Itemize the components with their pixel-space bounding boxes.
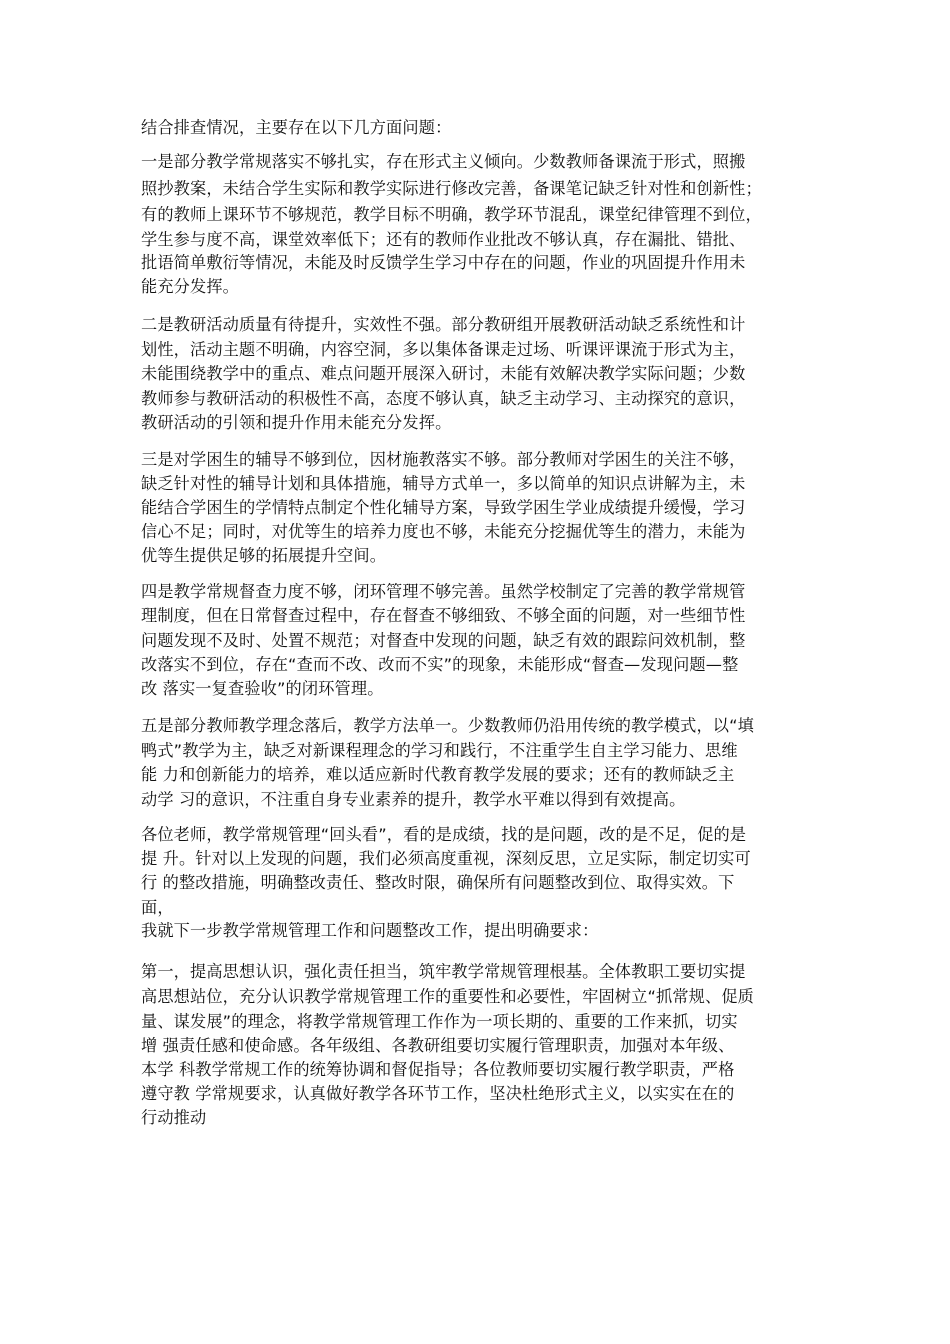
requirement1-line-2: 高思想站位，充分认识教学常规管理工作的重要性和必要性，牢固树立“抓常规、促质: [141, 987, 755, 1006]
issue2-line-2: 划性，活动主题不明确，内容空洞，多以集体备课走过场、听课评课流于形式为主，: [141, 340, 746, 359]
intro-line: 结合排查情况，主要存在以下几方面问题：: [141, 118, 452, 137]
issue2-line-3: 未能围绕教学中的重点、难点问题开展深入研讨，未能有效解决教学实际问题；少数: [141, 364, 746, 383]
issue1-line-6: 能充分发挥。: [141, 277, 240, 296]
issue1-line-5: 批语简单敷衍等情况，未能及时反馈学生学习中存在的问题，作业的巩固提升作用未: [141, 253, 746, 272]
issue1-line-4: 学生参与度不高，课堂效率低下；还有的教师作业批改不够认真，存在漏批、错批、: [141, 230, 746, 249]
issue1-line-3: 有的教师上课环节不够规范，教学目标不明确，教学环节混乱，课堂纪律管理不到位，: [141, 205, 762, 224]
issue3-line-4: 信心不足；同时，对优等生的培养力度也不够，未能充分挖掘优等生的潜力，未能为: [141, 522, 746, 541]
requirement1-line-7: 行动推动: [141, 1108, 207, 1127]
transition-line-3: 行 的整改措施，明确整改责任、整改时限，确保所有问题整改到位、取得实效。下: [141, 873, 735, 892]
issue4-line-3: 问题发现不及时、处置不规范；对督查中发现的问题，缺乏有效的跟踪问效机制，整: [141, 631, 746, 650]
issue5-line-4: 动学 习的意识，不注重自身专业素养的提升，教学水平难以得到有效提高。: [141, 790, 686, 809]
issue1-line-1: 一是部分教学常规落实不够扎实，存在形式主义倾向。少数教师备课流于形式，照搬: [141, 152, 746, 171]
issue3-line-1: 三是对学困生的辅导不够到位，因材施教落实不够。部分教师对学困生的关注不够，: [141, 450, 746, 469]
requirement1-line-1: 第一，提高思想认识，强化责任担当，筑牢教学常规管理根基。全体教职工要切实提: [141, 962, 746, 981]
issue5-line-1: 五是部分教师教学理念落后，教学方法单一。少数教师仍沿用传统的教学模式，以“填: [141, 716, 755, 735]
issue4-line-1: 四是教学常规督查力度不够，闭环管理不够完善。虽然学校制定了完善的教学常规管: [141, 582, 746, 601]
issue1-line-2: 照抄教案，未结合学生实际和教学实际进行修改完善，备课笔记缺乏针对性和创新性；: [141, 179, 762, 198]
issue3-line-3: 能结合学困生的学情特点制定个性化辅导方案，导致学困生学业成绩提升缓慢，学习: [141, 498, 746, 517]
issue5-line-2: 鸭式”教学为主，缺乏对新课程理念的学习和践行，不注重学生自主学习能力、思维: [141, 741, 738, 760]
transition-line-2: 提 升。针对以上发现的问题，我们必须高度重视，深刻反思，立足实际，制定切实可: [141, 849, 751, 868]
issue2-line-5: 教研活动的引领和提升作用未能充分发挥。: [141, 413, 452, 432]
issue2-line-4: 教师参与教研活动的积极性不高，态度不够认真，缺乏主动学习、主动探究的意识，: [141, 389, 746, 408]
issue4-line-5: 改 落实一复查验收”的闭环管理。: [141, 679, 384, 698]
issue4-line-4: 改落实不到位，存在“查而不改、改而不实”的现象，未能形成“督查—发现问题—整: [141, 655, 739, 674]
transition-line-1: 各位老师，教学常规管理“回头看”，看的是成绩，找的是问题，改的是不足，促的是: [141, 825, 747, 844]
issue4-line-2: 理制度，但在日常督查过程中，存在督查不够细致、不够全面的问题，对一些细节性: [141, 606, 746, 625]
transition-line-4: 面，: [141, 898, 174, 917]
issue3-line-2: 缺乏针对性的辅导计划和具体措施，辅导方式单一，多以简单的知识点讲解为主，未: [141, 474, 746, 493]
issue3-line-5: 优等生提供足够的拓展提升空间。: [141, 546, 387, 565]
requirement1-line-6: 遵守教 学常规要求，认真做好教学各环节工作，坚决杜绝形式主义，以实实在在的: [141, 1084, 735, 1103]
issue2-line-1: 二是教研活动质量有待提升，实效性不强。部分教研组开展教研活动缺乏系统性和计: [141, 315, 746, 334]
transition-line-5: 我就下一步教学常规管理工作和问题整改工作，提出明确要求：: [141, 921, 599, 940]
issue5-line-3: 能 力和创新能力的培养，难以适应新时代教育教学发展的要求；还有的教师缺乏主: [141, 765, 735, 784]
requirement1-line-4: 增 强责任感和使命感。各年级组、各教研组要切实履行管理职责，加强对本年级、: [141, 1036, 735, 1055]
requirement1-line-3: 量、谋发展”的理念，将教学常规管理工作作为一项长期的、重要的工作来抓，切实: [141, 1012, 738, 1031]
requirement1-line-5: 本学 科教学常规工作的统筹协调和督促指导；各位教师要切实履行教学职责，严格: [141, 1060, 735, 1079]
